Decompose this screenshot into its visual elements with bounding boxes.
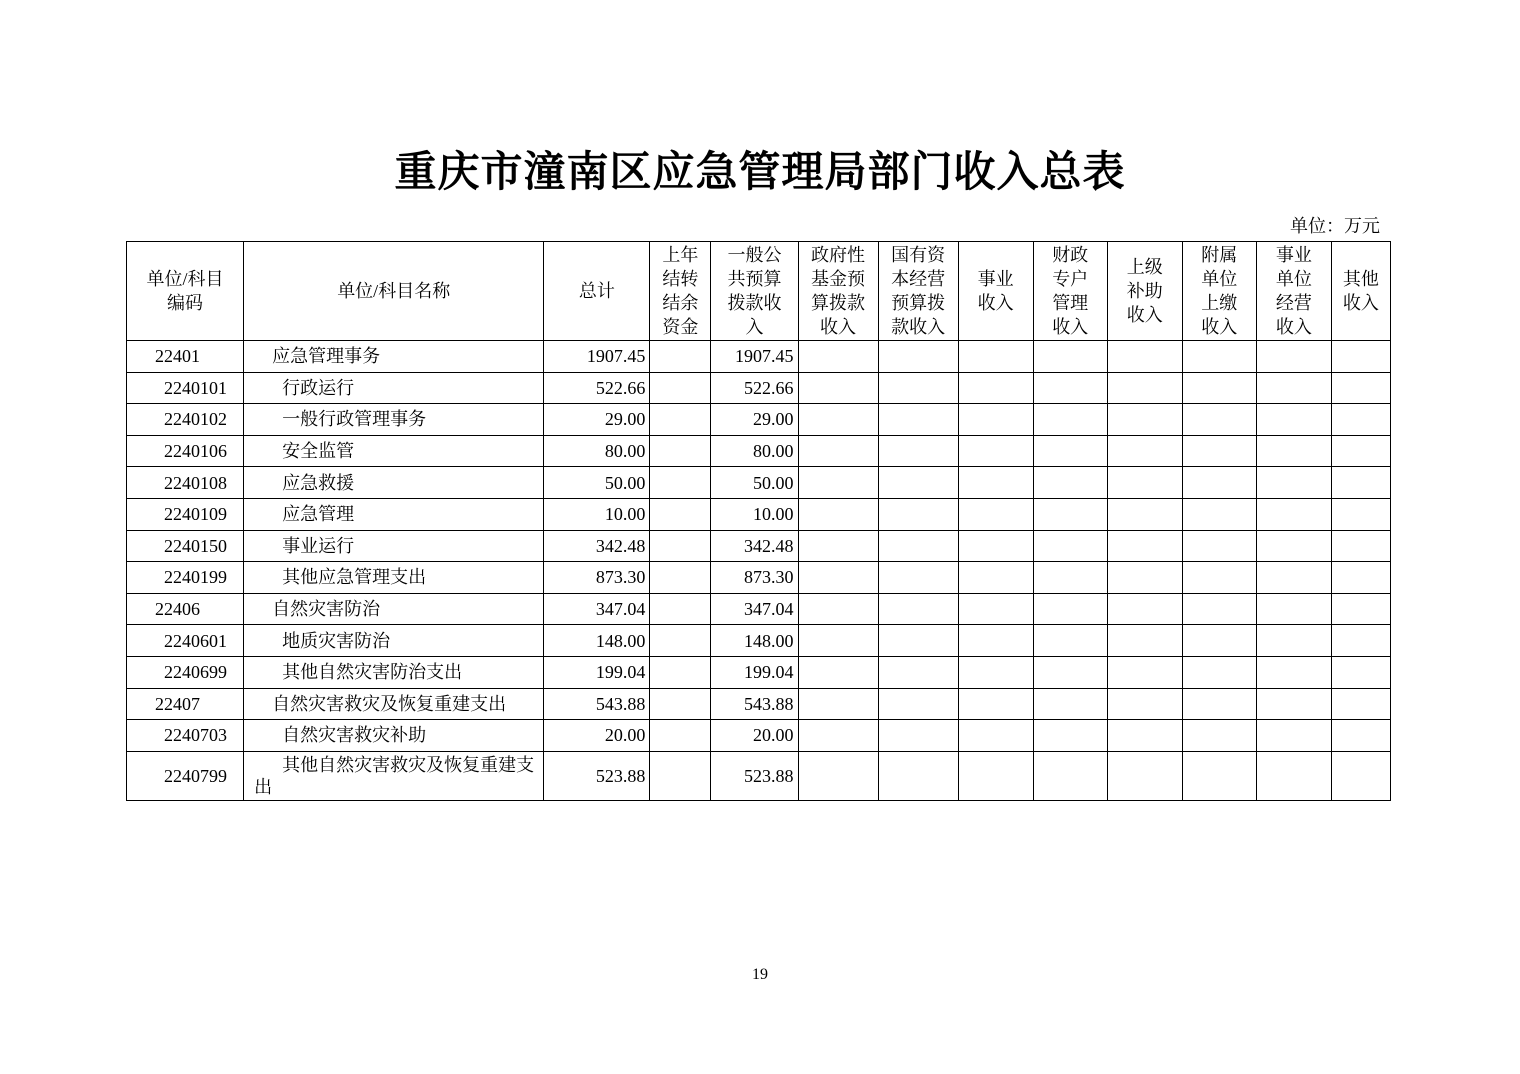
empty-income-cell [1182, 656, 1256, 688]
empty-income-cell [1331, 498, 1390, 530]
empty-income-cell [1033, 593, 1107, 625]
general-budget-cell: 342.48 [711, 530, 798, 562]
general-budget-cell: 80.00 [711, 435, 798, 467]
column-header: 事业 单位 经营 收入 [1256, 242, 1331, 341]
general-budget-cell: 10.00 [711, 498, 798, 530]
total-cell: 10.00 [544, 498, 650, 530]
subject-code-cell: 22406 [127, 593, 244, 625]
empty-income-cell [798, 530, 878, 562]
total-cell: 29.00 [544, 404, 650, 436]
empty-income-cell [958, 498, 1033, 530]
empty-income-cell [1331, 720, 1390, 752]
empty-income-cell [1033, 688, 1107, 720]
empty-income-cell [878, 530, 958, 562]
empty-income-cell [1331, 404, 1390, 436]
empty-income-cell [1107, 593, 1182, 625]
empty-income-cell [958, 625, 1033, 657]
empty-income-cell [1331, 435, 1390, 467]
subject-name-cell: 应急救援 [244, 467, 544, 499]
empty-income-cell [958, 467, 1033, 499]
total-cell: 199.04 [544, 656, 650, 688]
general-budget-cell: 522.66 [711, 372, 798, 404]
carryover-cell [650, 530, 711, 562]
empty-income-cell [1182, 435, 1256, 467]
total-cell: 1907.45 [544, 341, 650, 373]
empty-income-cell [1033, 372, 1107, 404]
column-header: 单位/科目 编码 [127, 242, 244, 341]
page-number: 19 [752, 966, 768, 983]
empty-income-cell [1331, 656, 1390, 688]
empty-income-cell [958, 435, 1033, 467]
empty-income-cell [878, 467, 958, 499]
empty-income-cell [878, 625, 958, 657]
carryover-cell [650, 435, 711, 467]
subject-code-cell: 2240699 [127, 656, 244, 688]
empty-income-cell [1107, 404, 1182, 436]
empty-income-cell [798, 435, 878, 467]
column-header: 事业 收入 [958, 242, 1033, 341]
empty-income-cell [1182, 720, 1256, 752]
empty-income-cell [1331, 593, 1390, 625]
total-cell: 522.66 [544, 372, 650, 404]
empty-income-cell [1107, 498, 1182, 530]
column-header: 其他 收入 [1331, 242, 1390, 341]
general-budget-cell: 20.00 [711, 720, 798, 752]
empty-income-cell [798, 688, 878, 720]
subject-code-cell: 2240799 [127, 751, 244, 800]
empty-income-cell [1107, 625, 1182, 657]
empty-income-cell [1256, 404, 1331, 436]
empty-income-cell [798, 562, 878, 594]
table-row [127, 404, 1391, 436]
empty-income-cell [1107, 530, 1182, 562]
subject-code-cell: 2240108 [127, 467, 244, 499]
empty-income-cell [1331, 751, 1390, 800]
subject-code-cell: 2240102 [127, 404, 244, 436]
empty-income-cell [958, 372, 1033, 404]
subject-code-cell: 2240109 [127, 498, 244, 530]
empty-income-cell [878, 341, 958, 373]
table-row [127, 625, 1391, 657]
empty-income-cell [1331, 372, 1390, 404]
empty-income-cell [878, 656, 958, 688]
empty-income-cell [798, 498, 878, 530]
subject-code-cell: 2240601 [127, 625, 244, 657]
empty-income-cell [1107, 656, 1182, 688]
general-budget-cell: 148.00 [711, 625, 798, 657]
subject-name-cell: 应急管理事务 [244, 341, 544, 373]
subject-name-cell: 其他自然灾害救灾及恢复重建支出 [244, 751, 544, 800]
carryover-cell [650, 656, 711, 688]
empty-income-cell [1256, 625, 1331, 657]
empty-income-cell [1033, 720, 1107, 752]
empty-income-cell [878, 562, 958, 594]
empty-income-cell [798, 751, 878, 800]
empty-income-cell [798, 656, 878, 688]
subject-code-cell: 2240150 [127, 530, 244, 562]
empty-income-cell [1331, 530, 1390, 562]
subject-name-cell: 其他自然灾害防治支出 [244, 656, 544, 688]
empty-income-cell [1256, 372, 1331, 404]
empty-income-cell [1033, 530, 1107, 562]
empty-income-cell [1107, 467, 1182, 499]
empty-income-cell [1033, 562, 1107, 594]
table-row [127, 341, 1391, 373]
empty-income-cell [958, 341, 1033, 373]
empty-income-cell [1182, 498, 1256, 530]
unit-label: 单位：万元 [1290, 216, 1380, 236]
empty-income-cell [1256, 656, 1331, 688]
empty-income-cell [798, 341, 878, 373]
empty-income-cell [1107, 372, 1182, 404]
general-budget-cell: 873.30 [711, 562, 798, 594]
subject-name-cell: 行政运行 [244, 372, 544, 404]
empty-income-cell [1256, 688, 1331, 720]
empty-income-cell [1182, 751, 1256, 800]
empty-income-cell [1182, 593, 1256, 625]
empty-income-cell [1033, 404, 1107, 436]
carryover-cell [650, 625, 711, 657]
empty-income-cell [1033, 467, 1107, 499]
general-budget-cell: 523.88 [711, 751, 798, 800]
table-body [127, 341, 1391, 801]
total-cell: 20.00 [544, 720, 650, 752]
general-budget-cell: 199.04 [711, 656, 798, 688]
empty-income-cell [958, 404, 1033, 436]
empty-income-cell [958, 562, 1033, 594]
empty-income-cell [798, 404, 878, 436]
empty-income-cell [958, 751, 1033, 800]
subject-code-cell: 2240703 [127, 720, 244, 752]
empty-income-cell [1256, 720, 1331, 752]
empty-income-cell [878, 593, 958, 625]
table-row [127, 720, 1391, 752]
empty-income-cell [1033, 751, 1107, 800]
table-row [127, 751, 1391, 800]
empty-income-cell [878, 498, 958, 530]
empty-income-cell [878, 435, 958, 467]
empty-income-cell [1107, 688, 1182, 720]
carryover-cell [650, 498, 711, 530]
empty-income-cell [798, 593, 878, 625]
empty-income-cell [1182, 372, 1256, 404]
total-cell: 50.00 [544, 467, 650, 499]
subject-name-cell: 自然灾害救灾及恢复重建支出 [244, 688, 544, 720]
subject-name-cell: 自然灾害防治 [244, 593, 544, 625]
carryover-cell [650, 404, 711, 436]
subject-code-cell: 2240199 [127, 562, 244, 594]
empty-income-cell [878, 720, 958, 752]
table-row [127, 435, 1391, 467]
empty-income-cell [1182, 404, 1256, 436]
empty-income-cell [1331, 625, 1390, 657]
subject-code-cell: 22407 [127, 688, 244, 720]
general-budget-cell: 1907.45 [711, 341, 798, 373]
table-row [127, 372, 1391, 404]
empty-income-cell [1331, 467, 1390, 499]
empty-income-cell [1033, 435, 1107, 467]
table-row [127, 467, 1391, 499]
empty-income-cell [878, 372, 958, 404]
empty-income-cell [1107, 341, 1182, 373]
column-header: 财政 专户 管理 收入 [1033, 242, 1107, 341]
subject-name-cell: 自然灾害救灾补助 [244, 720, 544, 752]
carryover-cell [650, 372, 711, 404]
column-header: 一般公 共预算 拨款收 入 [711, 242, 798, 341]
table-row [127, 688, 1391, 720]
empty-income-cell [1182, 562, 1256, 594]
general-budget-cell: 29.00 [711, 404, 798, 436]
total-cell: 347.04 [544, 593, 650, 625]
empty-income-cell [1107, 562, 1182, 594]
subject-code-cell: 2240106 [127, 435, 244, 467]
empty-income-cell [1256, 530, 1331, 562]
subject-code-cell: 2240101 [127, 372, 244, 404]
table-row [127, 498, 1391, 530]
total-cell: 80.00 [544, 435, 650, 467]
empty-income-cell [878, 688, 958, 720]
empty-income-cell [878, 404, 958, 436]
column-header: 上年 结转 结余 资金 [650, 242, 711, 341]
empty-income-cell [958, 656, 1033, 688]
subject-name-cell: 一般行政管理事务 [244, 404, 544, 436]
empty-income-cell [798, 372, 878, 404]
column-header: 国有资 本经营 预算拨 款收入 [878, 242, 958, 341]
total-cell: 523.88 [544, 751, 650, 800]
column-header: 总计 [544, 242, 650, 341]
general-budget-cell: 543.88 [711, 688, 798, 720]
empty-income-cell [1182, 530, 1256, 562]
empty-income-cell [1256, 751, 1331, 800]
carryover-cell [650, 720, 711, 752]
empty-income-cell [798, 625, 878, 657]
table-row [127, 562, 1391, 594]
empty-income-cell [1033, 341, 1107, 373]
empty-income-cell [1107, 435, 1182, 467]
empty-income-cell [1033, 625, 1107, 657]
empty-income-cell [1331, 562, 1390, 594]
total-cell: 873.30 [544, 562, 650, 594]
empty-income-cell [958, 720, 1033, 752]
empty-income-cell [1182, 467, 1256, 499]
total-cell: 148.00 [544, 625, 650, 657]
empty-income-cell [878, 751, 958, 800]
carryover-cell [650, 593, 711, 625]
empty-income-cell [958, 688, 1033, 720]
subject-name-cell: 其他应急管理支出 [244, 562, 544, 594]
empty-income-cell [1256, 341, 1331, 373]
subject-name-cell: 事业运行 [244, 530, 544, 562]
column-header: 政府性 基金预 算拨款 收入 [798, 242, 878, 341]
empty-income-cell [1331, 341, 1390, 373]
empty-income-cell [1182, 341, 1256, 373]
total-cell: 342.48 [544, 530, 650, 562]
table-row [127, 530, 1391, 562]
empty-income-cell [1033, 498, 1107, 530]
column-header: 单位/科目名称 [244, 242, 544, 341]
empty-income-cell [1182, 625, 1256, 657]
empty-income-cell [798, 467, 878, 499]
carryover-cell [650, 688, 711, 720]
column-header: 附属 单位 上缴 收入 [1182, 242, 1256, 341]
carryover-cell [650, 341, 711, 373]
subject-name-cell: 应急管理 [244, 498, 544, 530]
table-header-row [127, 242, 1391, 341]
empty-income-cell [1331, 688, 1390, 720]
general-budget-cell: 50.00 [711, 467, 798, 499]
empty-income-cell [1182, 688, 1256, 720]
empty-income-cell [1256, 435, 1331, 467]
empty-income-cell [1107, 751, 1182, 800]
empty-income-cell [958, 530, 1033, 562]
carryover-cell [650, 467, 711, 499]
total-cell: 543.88 [544, 688, 650, 720]
empty-income-cell [958, 593, 1033, 625]
empty-income-cell [1256, 562, 1331, 594]
empty-income-cell [1256, 593, 1331, 625]
empty-income-cell [1033, 656, 1107, 688]
carryover-cell [650, 751, 711, 800]
income-summary-table [126, 241, 1391, 801]
column-header: 上级 补助 收入 [1107, 242, 1182, 341]
empty-income-cell [1256, 498, 1331, 530]
empty-income-cell [798, 720, 878, 752]
subject-code-cell: 22401 [127, 341, 244, 373]
carryover-cell [650, 562, 711, 594]
table-row [127, 593, 1391, 625]
subject-name-cell: 地质灾害防治 [244, 625, 544, 657]
empty-income-cell [1107, 720, 1182, 752]
subject-name-cell: 安全监管 [244, 435, 544, 467]
table-row [127, 656, 1391, 688]
page-title: 重庆市潼南区应急管理局部门收入总表 [394, 147, 1126, 196]
empty-income-cell [1256, 467, 1331, 499]
general-budget-cell: 347.04 [711, 593, 798, 625]
